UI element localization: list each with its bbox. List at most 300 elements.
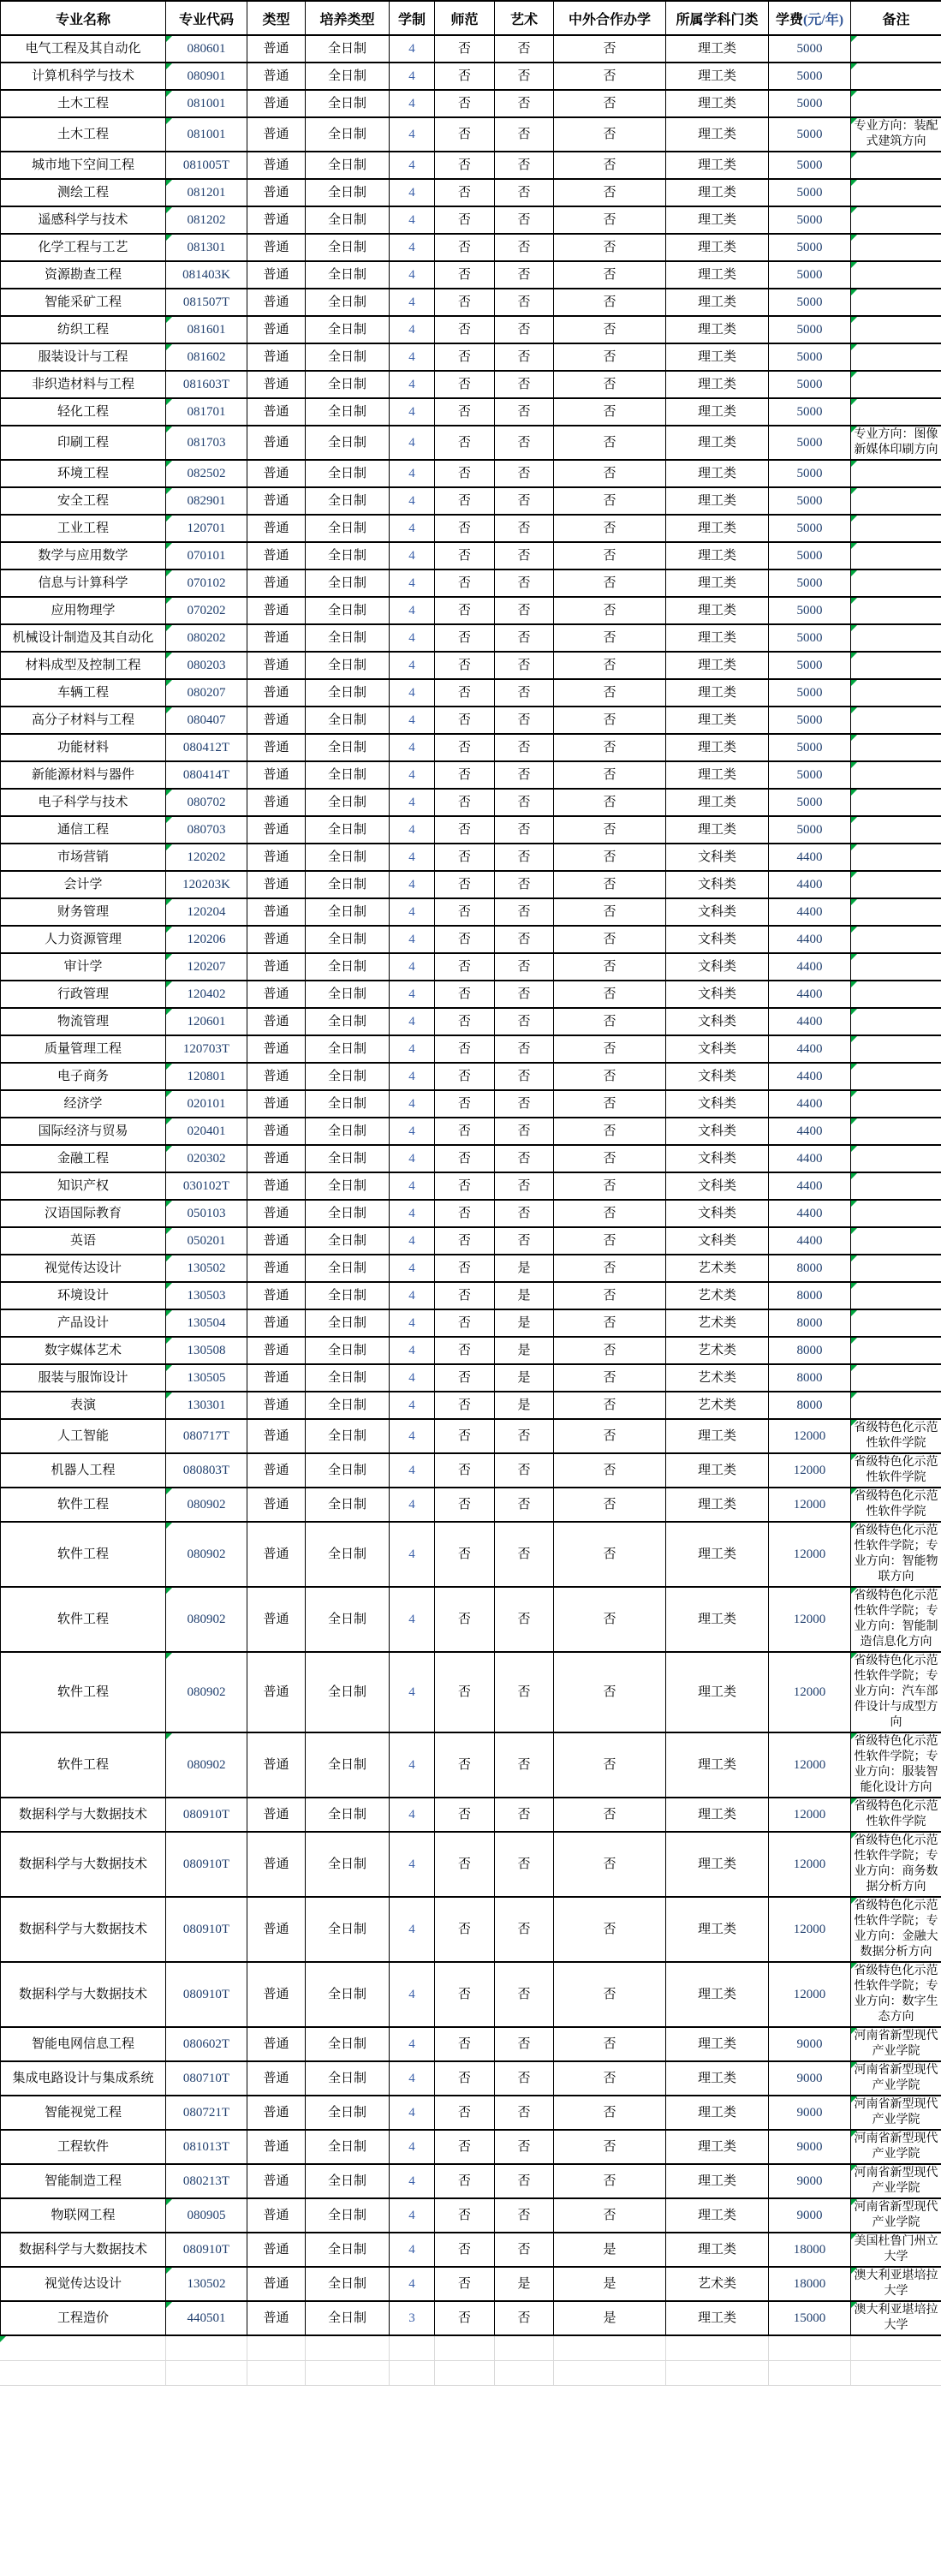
major-name-cell[interactable] xyxy=(1,1309,166,1337)
sino-foreign-coop-cell[interactable] xyxy=(554,597,666,624)
duration-cell[interactable] xyxy=(390,2061,435,2096)
tuition-cell[interactable] xyxy=(769,1337,851,1364)
sino-foreign-coop-cell[interactable] xyxy=(554,1227,666,1255)
sino-foreign-coop-cell[interactable] xyxy=(554,206,666,234)
art-major-cell[interactable] xyxy=(495,1172,554,1200)
empty-cell[interactable] xyxy=(768,2361,850,2386)
training-type-cell[interactable] xyxy=(306,2027,390,2061)
major-name-cell[interactable] xyxy=(1,1008,166,1035)
type-cell[interactable] xyxy=(247,90,306,117)
discipline-category-cell[interactable] xyxy=(666,1652,769,1732)
normal-education-cell[interactable] xyxy=(435,117,495,152)
duration-cell[interactable] xyxy=(390,1337,435,1364)
normal-education-cell[interactable] xyxy=(435,2164,495,2198)
sino-foreign-coop-cell[interactable] xyxy=(554,1732,666,1798)
remark-cell[interactable] xyxy=(851,871,941,898)
tuition-cell[interactable] xyxy=(769,2061,851,2096)
sino-foreign-coop-cell[interactable] xyxy=(554,289,666,316)
type-cell[interactable] xyxy=(247,261,306,289)
training-type-cell[interactable] xyxy=(306,1587,390,1652)
normal-education-cell[interactable] xyxy=(435,35,495,63)
type-cell[interactable] xyxy=(247,2301,306,2335)
art-major-cell[interactable] xyxy=(495,816,554,844)
discipline-category-cell[interactable] xyxy=(666,953,769,981)
duration-cell[interactable] xyxy=(390,1488,435,1522)
tuition-cell[interactable] xyxy=(769,816,851,844)
remark-cell[interactable] xyxy=(851,789,941,816)
duration-cell[interactable] xyxy=(390,2233,435,2267)
tuition-cell[interactable] xyxy=(769,515,851,542)
training-type-cell[interactable] xyxy=(306,152,390,179)
art-major-cell[interactable] xyxy=(495,371,554,398)
tuition-cell[interactable] xyxy=(769,289,851,316)
discipline-category-cell[interactable] xyxy=(666,1172,769,1200)
remark-cell[interactable] xyxy=(851,2198,941,2233)
major-code-cell[interactable] xyxy=(166,179,247,206)
remark-cell[interactable] xyxy=(851,1227,941,1255)
major-name-cell[interactable] xyxy=(1,117,166,152)
major-name-cell[interactable] xyxy=(1,1897,166,1962)
col-header-type[interactable] xyxy=(247,1,306,35)
type-cell[interactable] xyxy=(247,1832,306,1897)
major-name-cell[interactable] xyxy=(1,1392,166,1419)
remark-cell[interactable] xyxy=(851,1282,941,1309)
type-cell[interactable] xyxy=(247,2164,306,2198)
major-code-cell[interactable] xyxy=(166,1200,247,1227)
tuition-cell[interactable] xyxy=(769,1309,851,1337)
art-major-cell[interactable] xyxy=(495,63,554,90)
training-type-cell[interactable] xyxy=(306,2301,390,2335)
sino-foreign-coop-cell[interactable] xyxy=(554,953,666,981)
type-cell[interactable] xyxy=(247,652,306,679)
training-type-cell[interactable] xyxy=(306,234,390,261)
duration-cell[interactable] xyxy=(390,343,435,371)
major-code-cell[interactable] xyxy=(166,898,247,926)
discipline-category-cell[interactable] xyxy=(666,515,769,542)
discipline-category-cell[interactable] xyxy=(666,1145,769,1172)
duration-cell[interactable] xyxy=(390,2096,435,2130)
major-name-cell[interactable] xyxy=(1,1453,166,1488)
type-cell[interactable] xyxy=(247,1255,306,1282)
duration-cell[interactable] xyxy=(390,515,435,542)
duration-cell[interactable] xyxy=(390,1200,435,1227)
major-name-cell[interactable] xyxy=(1,1419,166,1453)
major-code-cell[interactable] xyxy=(166,707,247,734)
type-cell[interactable] xyxy=(247,35,306,63)
duration-cell[interactable] xyxy=(390,1962,435,2027)
discipline-category-cell[interactable] xyxy=(666,2233,769,2267)
remark-cell[interactable] xyxy=(851,597,941,624)
training-type-cell[interactable] xyxy=(306,789,390,816)
major-code-cell[interactable] xyxy=(166,871,247,898)
major-code-cell[interactable] xyxy=(166,2164,247,2198)
type-cell[interactable] xyxy=(247,371,306,398)
type-cell[interactable] xyxy=(247,179,306,206)
major-name-cell[interactable] xyxy=(1,679,166,707)
major-code-cell[interactable] xyxy=(166,63,247,90)
normal-education-cell[interactable] xyxy=(435,2096,495,2130)
normal-education-cell[interactable] xyxy=(435,1832,495,1897)
discipline-category-cell[interactable] xyxy=(666,624,769,652)
major-name-cell[interactable] xyxy=(1,371,166,398)
remark-cell[interactable] xyxy=(851,1255,941,1282)
remark-cell[interactable] xyxy=(851,542,941,569)
remark-cell[interactable] xyxy=(851,1035,941,1063)
tuition-cell[interactable] xyxy=(769,1118,851,1145)
duration-cell[interactable] xyxy=(390,707,435,734)
discipline-category-cell[interactable] xyxy=(666,816,769,844)
major-name-cell[interactable] xyxy=(1,953,166,981)
sino-foreign-coop-cell[interactable] xyxy=(554,1392,666,1419)
discipline-category-cell[interactable] xyxy=(666,234,769,261)
sino-foreign-coop-cell[interactable] xyxy=(554,1118,666,1145)
discipline-category-cell[interactable] xyxy=(666,1118,769,1145)
sino-foreign-coop-cell[interactable] xyxy=(554,426,666,460)
major-name-cell[interactable] xyxy=(1,261,166,289)
type-cell[interactable] xyxy=(247,2198,306,2233)
major-name-cell[interactable] xyxy=(1,1227,166,1255)
type-cell[interactable] xyxy=(247,1200,306,1227)
sino-foreign-coop-cell[interactable] xyxy=(554,2096,666,2130)
sino-foreign-coop-cell[interactable] xyxy=(554,1255,666,1282)
training-type-cell[interactable] xyxy=(306,2130,390,2164)
sino-foreign-coop-cell[interactable] xyxy=(554,844,666,871)
sino-foreign-coop-cell[interactable] xyxy=(554,2267,666,2301)
normal-education-cell[interactable] xyxy=(435,1309,495,1337)
major-code-cell[interactable] xyxy=(166,734,247,761)
normal-education-cell[interactable] xyxy=(435,261,495,289)
duration-cell[interactable] xyxy=(390,1392,435,1419)
major-name-cell[interactable] xyxy=(1,1652,166,1732)
training-type-cell[interactable] xyxy=(306,90,390,117)
major-code-cell[interactable] xyxy=(166,679,247,707)
major-name-cell[interactable] xyxy=(1,898,166,926)
type-cell[interactable] xyxy=(247,1035,306,1063)
major-code-cell[interactable] xyxy=(166,426,247,460)
duration-cell[interactable] xyxy=(390,206,435,234)
discipline-category-cell[interactable] xyxy=(666,152,769,179)
normal-education-cell[interactable] xyxy=(435,1008,495,1035)
col-header-sino-foreign-coop[interactable] xyxy=(554,1,666,35)
tuition-cell[interactable] xyxy=(769,152,851,179)
training-type-cell[interactable] xyxy=(306,1897,390,1962)
remark-cell[interactable] xyxy=(851,734,941,761)
major-code-cell[interactable] xyxy=(166,371,247,398)
training-type-cell[interactable] xyxy=(306,1488,390,1522)
sino-foreign-coop-cell[interactable] xyxy=(554,926,666,953)
discipline-category-cell[interactable] xyxy=(666,90,769,117)
remark-cell[interactable] xyxy=(851,35,941,63)
discipline-category-cell[interactable] xyxy=(666,1798,769,1832)
type-cell[interactable] xyxy=(247,1392,306,1419)
training-type-cell[interactable] xyxy=(306,2267,390,2301)
major-name-cell[interactable] xyxy=(1,816,166,844)
tuition-cell[interactable] xyxy=(769,542,851,569)
duration-cell[interactable] xyxy=(390,152,435,179)
major-name-cell[interactable] xyxy=(1,234,166,261)
normal-education-cell[interactable] xyxy=(435,289,495,316)
sino-foreign-coop-cell[interactable] xyxy=(554,624,666,652)
training-type-cell[interactable] xyxy=(306,1227,390,1255)
art-major-cell[interactable] xyxy=(495,316,554,343)
normal-education-cell[interactable] xyxy=(435,2198,495,2233)
discipline-category-cell[interactable] xyxy=(666,1364,769,1392)
tuition-cell[interactable] xyxy=(769,371,851,398)
discipline-category-cell[interactable] xyxy=(666,2198,769,2233)
major-code-cell[interactable] xyxy=(166,597,247,624)
remark-cell[interactable] xyxy=(851,1392,941,1419)
tuition-cell[interactable] xyxy=(769,63,851,90)
remark-cell[interactable] xyxy=(851,289,941,316)
type-cell[interactable] xyxy=(247,1652,306,1732)
empty-cell[interactable] xyxy=(165,2336,247,2361)
sino-foreign-coop-cell[interactable] xyxy=(554,316,666,343)
discipline-category-cell[interactable] xyxy=(666,926,769,953)
tuition-cell[interactable] xyxy=(769,2233,851,2267)
training-type-cell[interactable] xyxy=(306,343,390,371)
tuition-cell[interactable] xyxy=(769,679,851,707)
discipline-category-cell[interactable] xyxy=(666,261,769,289)
normal-education-cell[interactable] xyxy=(435,2027,495,2061)
major-code-cell[interactable] xyxy=(166,343,247,371)
major-code-cell[interactable] xyxy=(166,981,247,1008)
type-cell[interactable] xyxy=(247,1008,306,1035)
art-major-cell[interactable] xyxy=(495,1255,554,1282)
training-type-cell[interactable] xyxy=(306,1364,390,1392)
discipline-category-cell[interactable] xyxy=(666,1337,769,1364)
major-code-cell[interactable] xyxy=(166,1652,247,1732)
discipline-category-cell[interactable] xyxy=(666,1732,769,1798)
art-major-cell[interactable] xyxy=(495,1832,554,1897)
major-name-cell[interactable] xyxy=(1,1145,166,1172)
tuition-cell[interactable] xyxy=(769,1392,851,1419)
normal-education-cell[interactable] xyxy=(435,1364,495,1392)
tuition-cell[interactable] xyxy=(769,953,851,981)
art-major-cell[interactable] xyxy=(495,1488,554,1522)
type-cell[interactable] xyxy=(247,1063,306,1090)
discipline-category-cell[interactable] xyxy=(666,35,769,63)
major-code-cell[interactable] xyxy=(166,542,247,569)
training-type-cell[interactable] xyxy=(306,206,390,234)
training-type-cell[interactable] xyxy=(306,1118,390,1145)
duration-cell[interactable] xyxy=(390,234,435,261)
normal-education-cell[interactable] xyxy=(435,487,495,515)
major-code-cell[interactable] xyxy=(166,460,247,487)
major-code-cell[interactable] xyxy=(166,1832,247,1897)
duration-cell[interactable] xyxy=(390,460,435,487)
remark-cell[interactable] xyxy=(851,624,941,652)
major-code-cell[interactable] xyxy=(166,1172,247,1200)
remark-cell[interactable] xyxy=(851,953,941,981)
training-type-cell[interactable] xyxy=(306,2096,390,2130)
major-code-cell[interactable] xyxy=(166,1145,247,1172)
major-code-cell[interactable] xyxy=(166,234,247,261)
major-code-cell[interactable] xyxy=(166,1227,247,1255)
empty-cell[interactable] xyxy=(494,2361,553,2386)
major-code-cell[interactable] xyxy=(166,1732,247,1798)
art-major-cell[interactable] xyxy=(495,652,554,679)
discipline-category-cell[interactable] xyxy=(666,981,769,1008)
major-name-cell[interactable] xyxy=(1,63,166,90)
discipline-category-cell[interactable] xyxy=(666,1522,769,1587)
discipline-category-cell[interactable] xyxy=(666,1897,769,1962)
normal-education-cell[interactable] xyxy=(435,371,495,398)
empty-cell[interactable] xyxy=(247,2336,305,2361)
sino-foreign-coop-cell[interactable] xyxy=(554,371,666,398)
art-major-cell[interactable] xyxy=(495,1227,554,1255)
empty-cell[interactable] xyxy=(389,2336,434,2361)
normal-education-cell[interactable] xyxy=(435,569,495,597)
discipline-category-cell[interactable] xyxy=(666,707,769,734)
major-name-cell[interactable] xyxy=(1,2198,166,2233)
art-major-cell[interactable] xyxy=(495,152,554,179)
training-type-cell[interactable] xyxy=(306,871,390,898)
tuition-cell[interactable] xyxy=(769,1453,851,1488)
normal-education-cell[interactable] xyxy=(435,343,495,371)
tuition-cell[interactable] xyxy=(769,844,851,871)
type-cell[interactable] xyxy=(247,289,306,316)
major-name-cell[interactable] xyxy=(1,35,166,63)
tuition-cell[interactable] xyxy=(769,898,851,926)
training-type-cell[interactable] xyxy=(306,426,390,460)
major-name-cell[interactable] xyxy=(1,1587,166,1652)
discipline-category-cell[interactable] xyxy=(666,1962,769,2027)
duration-cell[interactable] xyxy=(390,1227,435,1255)
remark-cell[interactable] xyxy=(851,1063,941,1090)
art-major-cell[interactable] xyxy=(495,1364,554,1392)
major-name-cell[interactable] xyxy=(1,1832,166,1897)
discipline-category-cell[interactable] xyxy=(666,542,769,569)
major-code-cell[interactable] xyxy=(166,1118,247,1145)
duration-cell[interactable] xyxy=(390,2198,435,2233)
sino-foreign-coop-cell[interactable] xyxy=(554,460,666,487)
training-type-cell[interactable] xyxy=(306,1337,390,1364)
duration-cell[interactable] xyxy=(390,789,435,816)
sino-foreign-coop-cell[interactable] xyxy=(554,1200,666,1227)
type-cell[interactable] xyxy=(247,206,306,234)
sino-foreign-coop-cell[interactable] xyxy=(554,1172,666,1200)
major-name-cell[interactable] xyxy=(1,761,166,789)
remark-cell[interactable] xyxy=(851,63,941,90)
duration-cell[interactable] xyxy=(390,816,435,844)
normal-education-cell[interactable] xyxy=(435,1118,495,1145)
art-major-cell[interactable] xyxy=(495,487,554,515)
tuition-cell[interactable] xyxy=(769,261,851,289)
type-cell[interactable] xyxy=(247,1798,306,1832)
tuition-cell[interactable] xyxy=(769,460,851,487)
discipline-category-cell[interactable] xyxy=(666,487,769,515)
training-type-cell[interactable] xyxy=(306,2164,390,2198)
sino-foreign-coop-cell[interactable] xyxy=(554,1897,666,1962)
duration-cell[interactable] xyxy=(390,2164,435,2198)
major-name-cell[interactable] xyxy=(1,1488,166,1522)
remark-cell[interactable] xyxy=(851,1172,941,1200)
remark-cell[interactable] xyxy=(851,1652,941,1732)
tuition-cell[interactable] xyxy=(769,487,851,515)
training-type-cell[interactable] xyxy=(306,652,390,679)
discipline-category-cell[interactable] xyxy=(666,460,769,487)
discipline-category-cell[interactable] xyxy=(666,1282,769,1309)
remark-cell[interactable] xyxy=(851,844,941,871)
discipline-category-cell[interactable] xyxy=(666,1419,769,1453)
art-major-cell[interactable] xyxy=(495,289,554,316)
sino-foreign-coop-cell[interactable] xyxy=(554,234,666,261)
remark-cell[interactable] xyxy=(851,679,941,707)
major-code-cell[interactable] xyxy=(166,398,247,426)
remark-cell[interactable] xyxy=(851,652,941,679)
normal-education-cell[interactable] xyxy=(435,515,495,542)
major-code-cell[interactable] xyxy=(166,2267,247,2301)
empty-cell[interactable] xyxy=(165,2361,247,2386)
remark-cell[interactable] xyxy=(851,2233,941,2267)
sino-foreign-coop-cell[interactable] xyxy=(554,652,666,679)
remark-cell[interactable] xyxy=(851,1962,941,2027)
col-header-normal-education[interactable] xyxy=(435,1,495,35)
remark-cell[interactable] xyxy=(851,316,941,343)
tuition-cell[interactable] xyxy=(769,871,851,898)
tuition-cell[interactable] xyxy=(769,234,851,261)
remark-cell[interactable] xyxy=(851,1798,941,1832)
sino-foreign-coop-cell[interactable] xyxy=(554,1282,666,1309)
discipline-category-cell[interactable] xyxy=(666,343,769,371)
sino-foreign-coop-cell[interactable] xyxy=(554,515,666,542)
duration-cell[interactable] xyxy=(390,1419,435,1453)
art-major-cell[interactable] xyxy=(495,2267,554,2301)
normal-education-cell[interactable] xyxy=(435,652,495,679)
art-major-cell[interactable] xyxy=(495,542,554,569)
empty-cell[interactable] xyxy=(850,2336,941,2361)
duration-cell[interactable] xyxy=(390,261,435,289)
duration-cell[interactable] xyxy=(390,597,435,624)
sino-foreign-coop-cell[interactable] xyxy=(554,117,666,152)
tuition-cell[interactable] xyxy=(769,343,851,371)
remark-cell[interactable] xyxy=(851,1453,941,1488)
duration-cell[interactable] xyxy=(390,1832,435,1897)
duration-cell[interactable] xyxy=(390,2130,435,2164)
sino-foreign-coop-cell[interactable] xyxy=(554,569,666,597)
remark-cell[interactable] xyxy=(851,1337,941,1364)
major-name-cell[interactable] xyxy=(1,652,166,679)
empty-cell[interactable] xyxy=(553,2336,665,2361)
art-major-cell[interactable] xyxy=(495,734,554,761)
normal-education-cell[interactable] xyxy=(435,2130,495,2164)
normal-education-cell[interactable] xyxy=(435,152,495,179)
art-major-cell[interactable] xyxy=(495,1652,554,1732)
tuition-cell[interactable] xyxy=(769,426,851,460)
training-type-cell[interactable] xyxy=(306,371,390,398)
discipline-category-cell[interactable] xyxy=(666,898,769,926)
major-code-cell[interactable] xyxy=(166,2233,247,2267)
discipline-category-cell[interactable] xyxy=(666,1090,769,1118)
art-major-cell[interactable] xyxy=(495,844,554,871)
normal-education-cell[interactable] xyxy=(435,789,495,816)
art-major-cell[interactable] xyxy=(495,569,554,597)
remark-cell[interactable] xyxy=(851,2164,941,2198)
tuition-cell[interactable] xyxy=(769,1832,851,1897)
training-type-cell[interactable] xyxy=(306,679,390,707)
major-name-cell[interactable] xyxy=(1,2267,166,2301)
tuition-cell[interactable] xyxy=(769,1227,851,1255)
art-major-cell[interactable] xyxy=(495,2198,554,2233)
normal-education-cell[interactable] xyxy=(435,1798,495,1832)
type-cell[interactable] xyxy=(247,63,306,90)
duration-cell[interactable] xyxy=(390,652,435,679)
duration-cell[interactable] xyxy=(390,761,435,789)
tuition-cell[interactable] xyxy=(769,1008,851,1035)
discipline-category-cell[interactable] xyxy=(666,652,769,679)
type-cell[interactable] xyxy=(247,1962,306,2027)
sino-foreign-coop-cell[interactable] xyxy=(554,816,666,844)
